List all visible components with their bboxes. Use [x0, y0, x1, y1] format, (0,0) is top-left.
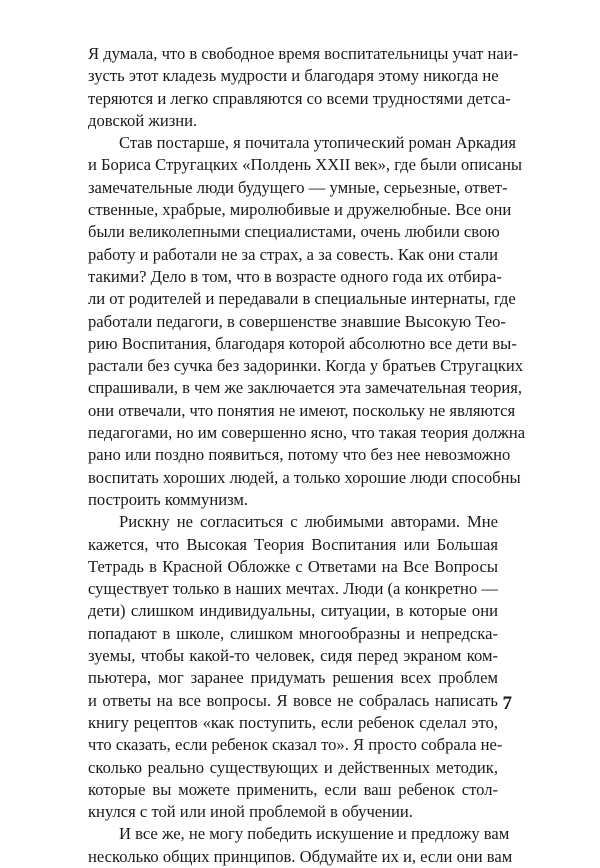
text-line: Став постарше, я почитала утопический роман Аркадия: [119, 133, 516, 153]
text-line: которые вы можете применить, если ваш ребенок стол-: [88, 779, 498, 799]
text-line: сколько реально существующих и действенных методик,: [88, 757, 498, 777]
text-line: воспитать хороших людей, а только хорошие люди способны: [88, 467, 521, 487]
text-line: пьютера, мог заранее придумать решения всех проблем: [88, 668, 498, 688]
text-line: теряются и легко справляются со всеми трудностями детса-: [88, 88, 511, 108]
text-line: кнулся с той или иной проблемой в обучении.: [88, 802, 413, 822]
text-line: и Бориса Стругацких «Полдень XXII век», где были описаны: [88, 155, 523, 175]
text-line: они отвечали, что понятия не имеют, поскольку не являются: [88, 400, 516, 420]
text-line: Тетрадь в Красной Обложке с Ответами на Все Вопросы: [88, 556, 498, 576]
text-line: зуемы, чтобы какой-то человек, сидя перед экраном ком-: [88, 646, 498, 666]
paragraph-2: [88, 132, 526, 511]
text-line: ственные, храбрые, миролюбивые и дружелюбные. Все они: [88, 200, 512, 220]
text-line: несколько общих принципов. Обдумайте их и, если они вам: [88, 846, 513, 866]
paragraph-1: [88, 43, 519, 132]
text-line: ли от родителей и передавали в специальные интернаты, где: [88, 289, 516, 309]
text-line: рию Воспитания, благодаря которой абсолютно все дети вы-: [88, 333, 517, 353]
text-line: существует только в наших мечтах. Люди (а конкретно —: [88, 579, 498, 599]
text-line: растали без сучка без задоринки. Когда у братьев Стругацких: [88, 356, 524, 376]
text-line: И все же, не могу победить искушение и предложу вам: [119, 824, 510, 844]
text-line: замечательные люди будущего — умные, серьезные, ответ-: [88, 177, 508, 197]
text-line: работали педагоги, в совершенстве знавшие Высокую Тео-: [88, 311, 506, 331]
text-line: дети) слишком индивидуальны, ситуации, в которые они: [88, 601, 498, 621]
paragraph-3: [88, 511, 503, 823]
text-line: попадают в школе, слишком многообразны и непредска-: [88, 623, 498, 643]
text-line: зусть этот кладезь мудрости и благодаря этому никогда не: [88, 66, 499, 86]
text-line: построить коммунизм.: [88, 489, 249, 509]
text-line: Рискну не согласиться с любимыми авторами. Мне: [119, 512, 498, 532]
paragraph-4: [88, 823, 513, 868]
text-line: что сказать, если ребенок сказал то». Я просто собрала не-: [88, 735, 503, 755]
text-line: довской жизни.: [88, 110, 198, 130]
page-number: 7: [502, 693, 512, 714]
text-line: рано или поздно появиться, потому что без нее невозможно: [88, 445, 511, 465]
text-line: кажется, что Высокая Теория Воспитания или Большая: [88, 534, 498, 554]
text-line: Я думала, что в свободное время воспитательницы учат наи-: [88, 44, 519, 63]
text-line: спрашивали, в чем же заключается эта замечательная теория,: [88, 378, 523, 398]
text-line: были великолепными специалистами, очень любили свою: [88, 222, 500, 242]
text-line: книгу рецептов «как поступить, если ребенок сделал это,: [88, 712, 498, 732]
book-page-body: [88, 43, 526, 868]
text-line: педагогами, но им совершенно ясно, что такая теория должна: [88, 423, 526, 443]
text-line: такими? Дело в том, что в возрасте одного года их отбира-: [88, 266, 502, 286]
text-line: работу и работали не за страх, а за совесть. Как они стали: [88, 244, 499, 264]
text-line: и ответы на все вопросы. Я вовсе не собралась написать: [88, 690, 498, 710]
